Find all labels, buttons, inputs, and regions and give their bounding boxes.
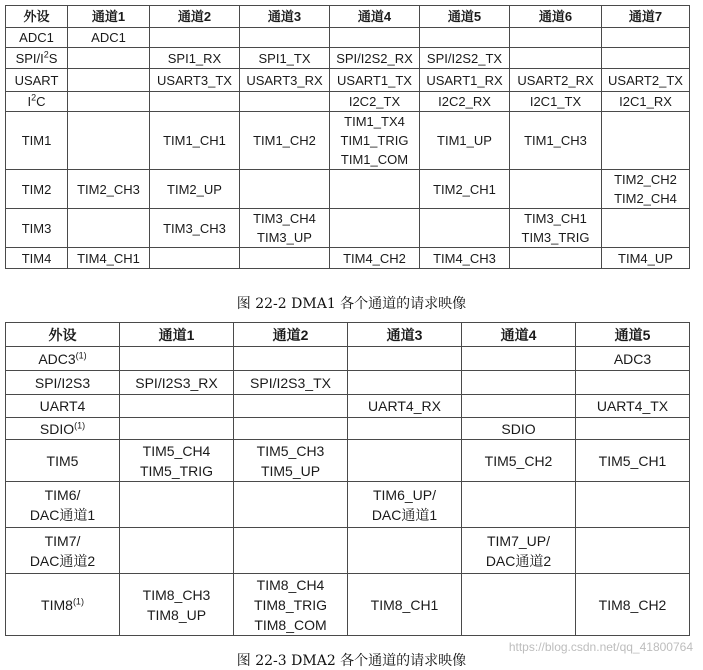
channel-4-cell <box>462 347 576 371</box>
request-signal: TIM1_UP <box>437 133 492 148</box>
channel-7-cell <box>602 209 690 248</box>
channel-2-cell <box>150 48 240 69</box>
channel-7-cell <box>602 248 690 269</box>
table-row <box>6 440 690 482</box>
request-signal: UART4_RX <box>368 398 441 414</box>
header-channel-4: 通道4 <box>330 6 420 28</box>
channel-2-cell <box>234 371 348 395</box>
channel-4-cell <box>462 440 576 482</box>
request-signal: TIM4_CH2 <box>343 250 406 266</box>
request-signal: USART3_TX <box>157 72 232 88</box>
request-signal: USART1_TX <box>337 72 412 88</box>
channel-4-cell <box>462 395 576 418</box>
channel-2-cell <box>150 92 240 112</box>
channel-2-cell <box>150 170 240 209</box>
request-signal: TIM5_TRIG <box>139 462 214 479</box>
channel-5-cell <box>576 395 690 418</box>
channel-4-cell <box>330 170 420 209</box>
peripheral-cell <box>6 92 68 112</box>
table-row <box>6 209 690 248</box>
peripheral-cell <box>6 574 120 636</box>
request-signal: TIM4_CH3 <box>433 250 496 266</box>
channel-4-cell <box>462 371 576 395</box>
channel-3-cell <box>240 170 330 209</box>
channel-3-cell <box>240 112 330 170</box>
request-signal: TIM3_CH3 <box>163 220 226 236</box>
table-row <box>6 528 690 574</box>
peripheral-label: TIM1 <box>21 133 52 148</box>
channel-5-cell <box>420 48 510 69</box>
request-signal: TIM5_UP <box>260 462 321 479</box>
table-row <box>6 69 690 92</box>
header-peripheral: 外设 <box>6 323 120 347</box>
channel-4-cell <box>462 528 576 574</box>
request-signal: TIM4_UP <box>618 250 673 266</box>
table-row <box>6 574 690 636</box>
channel-5-cell <box>576 371 690 395</box>
request-signal: TIM8_COM <box>254 616 327 633</box>
request-signal: TIM2_CH1 <box>433 181 496 197</box>
request-signal: I2C1_RX <box>619 94 672 109</box>
peripheral-label: UART4 <box>39 398 86 414</box>
channel-4-cell <box>462 574 576 636</box>
request-signal: SPI/I2S3_TX <box>250 374 331 391</box>
channel-3-cell <box>348 440 462 482</box>
channel-5-cell <box>576 418 690 440</box>
peripheral-cell <box>6 528 120 574</box>
watermark: https://blog.csdn.net/qq_41800764 <box>508 640 693 654</box>
channel-1-cell <box>120 440 234 482</box>
table-header-row <box>6 6 690 28</box>
request-signal: TIM3_TRIG <box>521 230 590 245</box>
channel-6-cell <box>510 28 602 48</box>
request-signal: TIM6_UP/ <box>372 486 436 503</box>
request-signal: TIM8_CH3 <box>142 586 211 603</box>
table-row <box>6 170 690 209</box>
request-signal: TIM8_CH2 <box>598 596 667 613</box>
table-row <box>6 28 690 48</box>
request-signal: TIM1_TX4 <box>344 114 405 129</box>
channel-1-cell <box>68 28 150 48</box>
request-signal: SPI/I2S3_RX <box>135 374 218 391</box>
request-signal: TIM1_CH1 <box>163 133 226 148</box>
dma1-request-table <box>5 5 690 269</box>
channel-2-cell <box>234 574 348 636</box>
peripheral-superscript: 2 <box>31 92 37 103</box>
peripheral-label-line: DAC通道1 <box>29 506 96 523</box>
peripheral-label: TIM2 <box>21 181 52 197</box>
peripheral-cell <box>6 209 68 248</box>
request-signal: SPI1_RX <box>167 50 222 66</box>
request-signal: SPI/I2S2_RX <box>336 50 413 66</box>
request-signal: TIM2_CH3 <box>77 181 140 197</box>
header-channel-3: 通道3 <box>240 6 330 28</box>
request-signal: TIM8_UP <box>146 606 207 623</box>
peripheral-superscript: (1) <box>72 595 84 606</box>
request-signal: TIM4_CH1 <box>77 250 140 266</box>
request-signal: USART2_TX <box>608 72 683 88</box>
peripheral-superscript: 2 <box>43 49 49 60</box>
request-signal: USART2_RX <box>517 72 594 88</box>
channel-4-cell <box>330 209 420 248</box>
dma2-request-table <box>5 322 690 636</box>
header-channel-5: 通道5 <box>576 323 690 347</box>
table-row <box>6 482 690 528</box>
request-signal: TIM7_UP/ <box>486 532 550 549</box>
channel-3-cell <box>240 48 330 69</box>
channel-6-cell <box>510 209 602 248</box>
table-row <box>6 371 690 395</box>
request-signal: SPI/I2S2_TX <box>426 50 503 66</box>
channel-4-cell <box>462 418 576 440</box>
channel-1-cell <box>120 395 234 418</box>
channel-3-cell <box>240 209 330 248</box>
channel-2-cell <box>150 69 240 92</box>
header-channel-5: 通道5 <box>420 6 510 28</box>
channel-2-cell <box>234 418 348 440</box>
channel-1-cell <box>120 371 234 395</box>
channel-5-cell <box>420 170 510 209</box>
channel-3-cell <box>348 574 462 636</box>
peripheral-label: ADC1 <box>19 30 54 45</box>
request-signal: DAC通道2 <box>485 552 552 569</box>
peripheral-cell <box>6 482 120 528</box>
peripheral-label: TIM4 <box>21 250 52 266</box>
peripheral-cell <box>6 347 120 371</box>
channel-3-cell <box>348 371 462 395</box>
request-signal: DAC通道1 <box>371 506 438 523</box>
request-signal: TIM1_CH3 <box>524 133 587 148</box>
channel-5-cell <box>420 69 510 92</box>
table-row <box>6 48 690 69</box>
channel-6-cell <box>510 112 602 170</box>
request-signal: ADC3 <box>613 350 652 367</box>
channel-3-cell <box>348 418 462 440</box>
channel-1-cell <box>120 482 234 528</box>
peripheral-cell <box>6 28 68 48</box>
peripheral-label-line: DAC通道2 <box>29 552 96 569</box>
request-signal: TIM5_CH3 <box>256 442 325 459</box>
channel-1-cell <box>68 170 150 209</box>
peripheral-superscript: (1) <box>75 349 87 360</box>
dma1-caption: 图 22-2 DMA1 各个通道的请求映像 <box>236 296 467 312</box>
channel-7-cell <box>602 69 690 92</box>
channel-3-cell <box>240 28 330 48</box>
peripheral-cell <box>6 440 120 482</box>
channel-1-cell <box>68 69 150 92</box>
request-signal: TIM1_COM <box>340 152 409 167</box>
request-signal: I2C2_RX <box>438 94 491 109</box>
channel-4-cell <box>330 248 420 269</box>
channel-1-cell <box>120 347 234 371</box>
channel-4-cell <box>330 69 420 92</box>
peripheral-cell <box>6 371 120 395</box>
header-channel-4: 通道4 <box>462 323 576 347</box>
header-peripheral: 外设 <box>6 6 68 28</box>
channel-6-cell <box>510 92 602 112</box>
peripheral-label: TIM5 <box>46 452 79 469</box>
channel-5-cell <box>576 574 690 636</box>
request-signal: TIM5_CH2 <box>484 452 553 469</box>
peripheral-label: SDIO <box>39 420 75 437</box>
request-signal: TIM8_TRIG <box>253 596 328 613</box>
request-signal: TIM8_CH4 <box>256 576 325 593</box>
dma2-caption: 图 22-3 DMA2 各个通道的请求映像 <box>236 653 467 669</box>
table-row <box>6 112 690 170</box>
peripheral-label: ADC3 <box>38 350 76 367</box>
channel-3-cell <box>348 528 462 574</box>
request-signal: TIM2_CH4 <box>614 191 677 206</box>
channel-2-cell <box>150 248 240 269</box>
channel-1-cell <box>68 112 150 170</box>
header-channel-1: 通道1 <box>68 6 150 28</box>
channel-6-cell <box>510 248 602 269</box>
header-channel-1: 通道1 <box>120 323 234 347</box>
channel-3-cell <box>348 347 462 371</box>
request-signal: TIM3_CH4 <box>253 211 316 226</box>
peripheral-cell <box>6 48 68 69</box>
peripheral-superscript: (1) <box>74 419 86 430</box>
peripheral-cell <box>6 170 68 209</box>
request-signal: TIM1_CH2 <box>253 133 316 148</box>
request-signal: TIM2_UP <box>167 181 222 197</box>
channel-3-cell <box>240 69 330 92</box>
channel-2-cell <box>150 112 240 170</box>
channel-3-cell <box>240 248 330 269</box>
channel-1-cell <box>68 48 150 69</box>
request-signal: USART3_RX <box>246 72 323 88</box>
peripheral-label-tail: S <box>48 50 58 66</box>
request-signal: ADC1 <box>91 30 126 45</box>
channel-5-cell <box>420 28 510 48</box>
table-row <box>6 418 690 440</box>
channel-3-cell <box>348 395 462 418</box>
peripheral-label: SPI/I2S3 <box>34 374 91 391</box>
channel-5-cell <box>576 347 690 371</box>
table-row <box>6 395 690 418</box>
peripheral-label: TIM8 <box>41 596 73 613</box>
channel-4-cell <box>330 28 420 48</box>
channel-2-cell <box>150 28 240 48</box>
channel-7-cell <box>602 92 690 112</box>
channel-6-cell <box>510 69 602 92</box>
channel-4-cell <box>330 112 420 170</box>
request-signal: USART1_RX <box>426 72 503 88</box>
request-signal: I2C1_TX <box>529 94 582 109</box>
channel-1-cell <box>68 92 150 112</box>
peripheral-cell <box>6 248 68 269</box>
request-signal: TIM5_CH4 <box>142 442 211 459</box>
request-signal: TIM2_CH2 <box>614 172 677 187</box>
peripheral-label-tail: C <box>36 94 46 109</box>
header-channel-7: 通道7 <box>602 6 690 28</box>
request-signal: I2C2_TX <box>348 94 401 109</box>
peripheral-label-line: TIM7/ <box>44 532 81 549</box>
peripheral-cell <box>6 112 68 170</box>
request-signal: SDIO <box>501 420 536 437</box>
header-channel-6: 通道6 <box>510 6 602 28</box>
request-signal: UART4_TX <box>596 398 669 414</box>
channel-7-cell <box>602 112 690 170</box>
channel-2-cell <box>234 528 348 574</box>
peripheral-label: I <box>27 94 32 109</box>
channel-5-cell <box>576 482 690 528</box>
channel-2-cell <box>234 440 348 482</box>
peripheral-label: SPI/I <box>15 50 44 66</box>
request-signal: TIM3_CH1 <box>524 211 587 226</box>
table-header-row <box>6 323 690 347</box>
channel-2-cell <box>234 482 348 528</box>
peripheral-cell <box>6 395 120 418</box>
channel-7-cell <box>602 48 690 69</box>
request-signal: TIM1_TRIG <box>340 133 409 148</box>
channel-5-cell <box>420 248 510 269</box>
table-row <box>6 347 690 371</box>
channel-7-cell <box>602 170 690 209</box>
channel-2-cell <box>234 347 348 371</box>
channel-2-cell <box>234 395 348 418</box>
channel-1-cell <box>120 528 234 574</box>
channel-1-cell <box>120 574 234 636</box>
channel-6-cell <box>510 170 602 209</box>
peripheral-label: TIM3 <box>21 220 52 236</box>
channel-4-cell <box>462 482 576 528</box>
peripheral-cell <box>6 418 120 440</box>
header-channel-2: 通道2 <box>234 323 348 347</box>
table-row <box>6 92 690 112</box>
channel-5-cell <box>576 528 690 574</box>
channel-7-cell <box>602 28 690 48</box>
channel-1-cell <box>68 209 150 248</box>
channel-4-cell <box>330 48 420 69</box>
channel-5-cell <box>420 209 510 248</box>
table-row <box>6 248 690 269</box>
request-signal: TIM5_CH1 <box>598 452 667 469</box>
channel-3-cell <box>240 92 330 112</box>
peripheral-label-line: TIM6/ <box>44 486 81 503</box>
request-signal: TIM3_UP <box>257 230 312 245</box>
header-channel-2: 通道2 <box>150 6 240 28</box>
request-signal: TIM8_CH1 <box>370 596 439 613</box>
channel-4-cell <box>330 92 420 112</box>
channel-6-cell <box>510 48 602 69</box>
channel-5-cell <box>576 440 690 482</box>
channel-2-cell <box>150 209 240 248</box>
request-signal: SPI1_TX <box>258 50 311 66</box>
channel-1-cell <box>120 418 234 440</box>
channel-3-cell <box>348 482 462 528</box>
peripheral-cell <box>6 69 68 92</box>
channel-5-cell <box>420 92 510 112</box>
channel-5-cell <box>420 112 510 170</box>
peripheral-label: USART <box>14 72 59 88</box>
channel-1-cell <box>68 248 150 269</box>
header-channel-3: 通道3 <box>348 323 462 347</box>
